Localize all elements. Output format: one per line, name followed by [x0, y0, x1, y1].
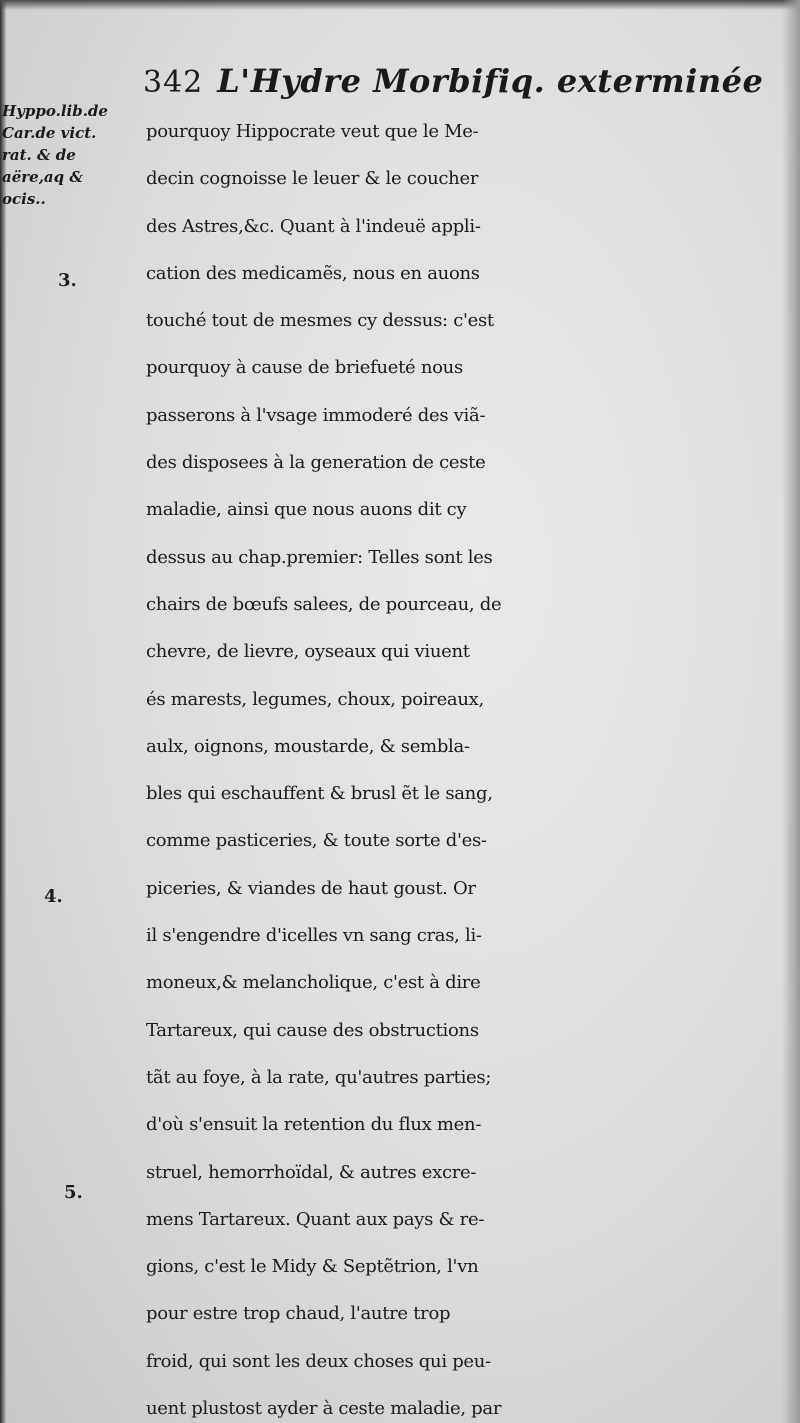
text-line: tãt au foye, à la rate, qu'autres parties;: [146, 1066, 492, 1088]
text-line: des Astres,&c. Quant à l'indeuë appli-: [146, 215, 481, 237]
margin-note: rat. & de: [2, 146, 76, 164]
text-line: aulx, oignons, moustarde, & sembla-: [146, 735, 470, 757]
text-line: és marests, legumes, choux, poireaux,: [146, 688, 484, 710]
page-edge-left: [0, 0, 6, 1423]
running-title: L'Hydre Morbifiq. exterminée: [217, 62, 764, 100]
section-number: 5.: [64, 1182, 83, 1203]
text-line: passerons à l'vsage immoderé des viã-: [146, 404, 486, 426]
text-line: Tartareux, qui cause des obstructions: [146, 1019, 479, 1041]
text-line: pour estre trop chaud, l'autre trop: [146, 1303, 451, 1325]
text-line: maladie, ainsi que nous auons dit cy: [146, 499, 467, 521]
page-edge-top: [0, 0, 800, 10]
text-line: gions, c'est le Midy & Septẽtrion, l'vn: [146, 1256, 479, 1278]
text-line: dessus au chap.premier: Telles sont les: [146, 546, 493, 568]
text-line: pourquoy Hippocrate veut que le Me-: [146, 121, 479, 142]
text-line: moneux,& melancholique, c'est à dire: [146, 972, 481, 994]
margin-note: Hyppo.lib.de: [2, 102, 108, 120]
text-line: mens Tartareux. Quant aux pays & re-: [146, 1208, 485, 1230]
text-line: struel, hemorrhoïdal, & autres excre-: [146, 1161, 477, 1183]
margin-notes: [2, 100, 152, 210]
text-line: decin cognoisse le leuer & le coucher: [146, 168, 479, 190]
body-text: [146, 108, 794, 1423]
text-line: il s'engendre d'icelles vn sang cras, li-: [146, 925, 482, 947]
text-line: chairs de bœufs salees, de pourceau, de: [146, 593, 502, 615]
text-line: chevre, de lievre, oyseaux qui viuent: [146, 641, 470, 663]
margin-note: aëre,aq &: [2, 168, 83, 186]
margin-note: ocis..: [2, 190, 46, 208]
page-header: [143, 62, 783, 112]
text-line: des disposees à la generation de ceste: [146, 452, 486, 474]
text-line: bles qui eschauffent & brusl ẽt le sang,: [146, 783, 493, 805]
section-number: 3.: [58, 270, 77, 291]
margin-note: Car.de vict.: [2, 124, 97, 142]
text-line: froid, qui sont les deux choses qui peu-: [146, 1350, 491, 1372]
text-line: pourquoy à cause de briefueté nous: [146, 357, 463, 379]
text-line: d'où s'ensuit la retention du flux men-: [146, 1114, 482, 1136]
text-line: touché tout de mesmes cy dessus: c'est: [146, 310, 494, 332]
page-number: 342: [143, 65, 204, 100]
text-line: cation des medicamẽs, nous en auons: [146, 262, 480, 284]
section-number: 4.: [44, 886, 63, 907]
text-line: piceries, & viandes de haut goust. Or: [146, 877, 476, 899]
text-line: comme pasticeries, & toute sorte d'es-: [146, 830, 487, 852]
text-line: uent plustost ayder à ceste maladie, par: [146, 1398, 502, 1420]
